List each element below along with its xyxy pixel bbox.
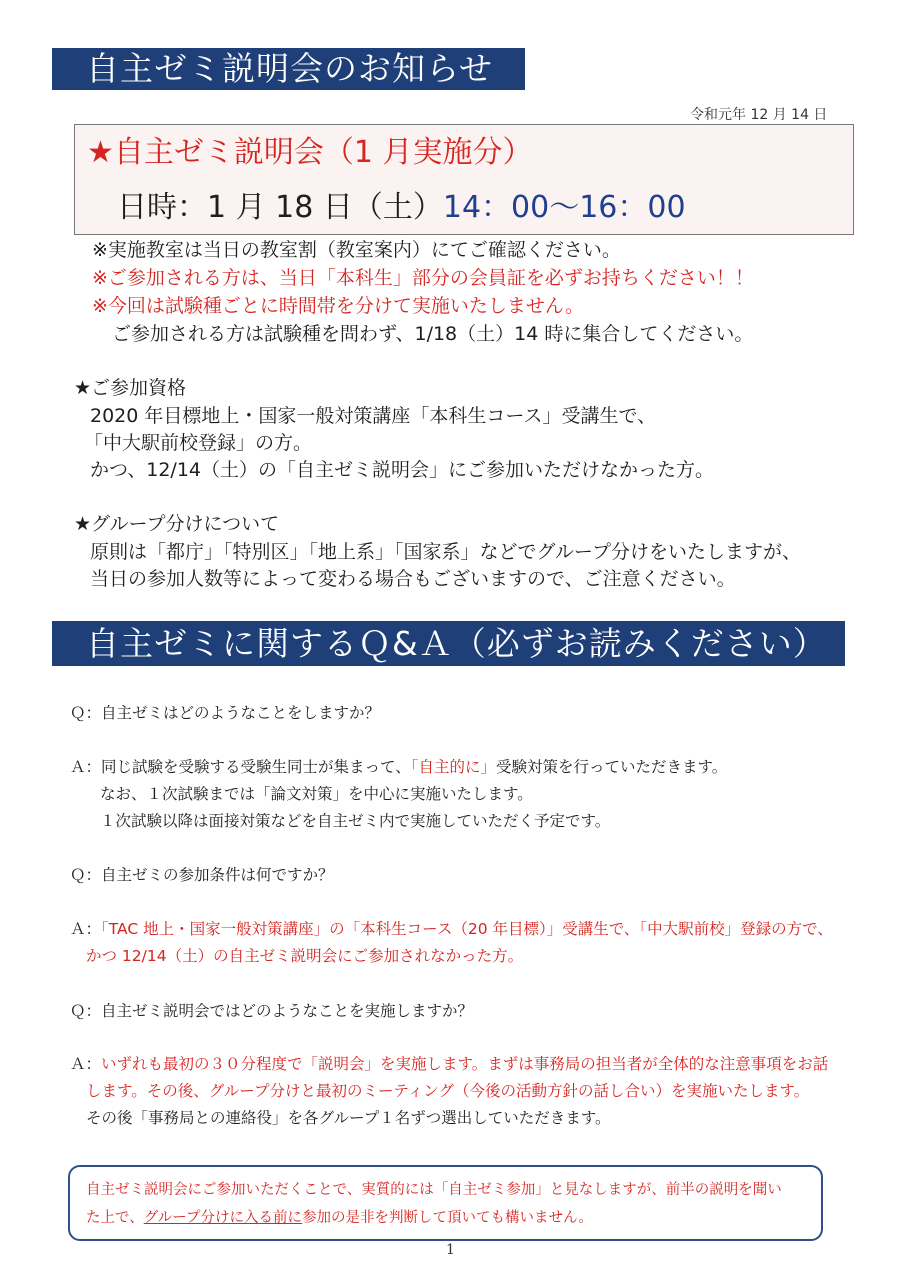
eligibility-line: かつ、12/14（土）の「自主ゼミ説明会」にご参加いただけなかった方。 (90, 459, 714, 481)
answer-2-line: かつ 12/14（土）の自主ゼミ説明会にご参加されなかった方。 (86, 947, 524, 965)
answer-1-highlight: 「自主的に」 (410, 758, 496, 776)
answer-3 (70, 1053, 828, 1075)
event-date: 日時：1 月 18 日（土） (117, 190, 443, 225)
issue-date: 令和元年 12 月 14 日 (690, 107, 828, 123)
answer-3-line: その後「事務局との連絡役」を各グループ１名ずつ選出していただきます。 (86, 1109, 611, 1127)
answer-1 (70, 756, 727, 778)
event-time: 14：00～16：00 (442, 190, 686, 225)
page-number: 1 (446, 1242, 455, 1258)
note-classroom: ※実施教室は当日の教室割（教室案内）にてご確認ください。 (92, 239, 621, 261)
qa-title: 自主ゼミに関するＱ&Ａ（必ずお読みください） (86, 624, 827, 663)
answer-1-prefix: Ａ：同じ試験を受験する受験生同士が集まって、 (70, 758, 411, 776)
answer-3-line: いずれも最初の３０分程度で「説明会」を実施します。まずは事務局の担当者が全体的な注意事項をお話 (101, 1055, 829, 1073)
question-3: Ｑ：自主ゼミ説明会ではどのようなことを実施しますか？ (70, 1002, 474, 1020)
notice-line-start: た上で、 (86, 1210, 144, 1226)
question-1: Ｑ：自主ゼミはどのようなことをしますか？ (70, 704, 381, 722)
event-box (74, 124, 854, 235)
event-title: ★自主ゼミ説明会（1 月実施分） (87, 135, 533, 170)
answer-2-line: 「TAC 地上・国家一般対策講座」の「本科生コース（20 年目標）」受講生で、「中大駅前校」登録の方で、 (101, 920, 833, 938)
answer-2-prefix: Ａ： (70, 920, 102, 938)
notice-line (86, 1207, 593, 1229)
page-title-band (52, 48, 525, 90)
grouping-line: 当日の参加人数等によって変わる場合もございますので、ご注意ください。 (90, 568, 736, 590)
grouping-heading: ★グループ分けについて (74, 513, 280, 535)
question-2: Ｑ：自主ゼミの参加条件は何ですか？ (70, 866, 334, 884)
answer-3-prefix: Ａ： (70, 1055, 102, 1073)
notice-line: 自主ゼミ説明会にご参加いただくことで、実質的には「自主ゼミ参加」と見なしますが、前半の説明を聞い (86, 1182, 782, 1198)
grouping-line: 原則は「都庁」「特別区」「地上系」「国家系」などでグループ分けをいたしますが、 (90, 541, 801, 563)
event-datetime (117, 188, 686, 228)
eligibility-heading: ★ご参加資格 (74, 377, 187, 399)
note-meeting-time: ご参加される方は試験種を問わず、1/18（土）14 時に集合してください。 (112, 323, 754, 345)
answer-2 (70, 918, 833, 940)
answer-1-line: １次試験以降は面接対策などを自主ゼミ内で実施していただく予定です。 (100, 812, 611, 830)
answer-1-suffix: 受験対策を行っていただきます。 (495, 758, 728, 776)
qa-title-band (52, 621, 845, 666)
eligibility-line: 「中大駅前校登録」の方。 (84, 432, 313, 454)
answer-3-line: します。その後、グループ分けと最初のミーティング（今後の活動方針の話し合い）を実施いたします。 (86, 1082, 810, 1100)
note-no-time-split: ※今回は試験種ごとに時間帯を分けて実施いたしません。 (92, 295, 585, 317)
page-title: 自主ゼミ説明会のお知らせ (86, 49, 494, 88)
notice-box (68, 1165, 823, 1241)
eligibility-line: 2020 年目標地上・国家一般対策講座「本科生コース」受講生で、 (90, 405, 657, 427)
notice-underlined: グループ分けに入る前に (143, 1210, 303, 1226)
answer-1-line: なお、１次試験までは「論文対策」を中心に実施いたします。 (100, 785, 533, 803)
notice-line-end: 参加の是非を判断して頂いても構いません。 (302, 1210, 593, 1226)
note-membership-card: ※ご参加される方は、当日「本科生」部分の会員証を必ずお持ちください！！ (92, 267, 754, 289)
